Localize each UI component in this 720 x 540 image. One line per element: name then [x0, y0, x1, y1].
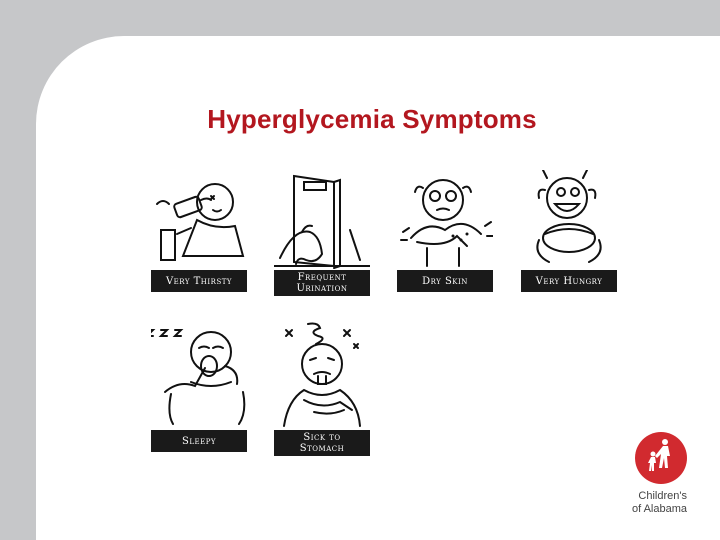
- symptom-card-sleepy: [151, 322, 247, 447]
- symptom-label: Very Thirsty: [151, 270, 247, 292]
- symptom-card-frequent-urination: [274, 170, 370, 294]
- bathroom-door-icon: [274, 170, 370, 270]
- symptom-label: Very Hungry: [521, 270, 617, 292]
- symptom-card-very-thirsty: [151, 170, 247, 287]
- drinking-person-icon: [151, 170, 247, 270]
- symptom-label: Sleepy: [151, 430, 247, 452]
- eating-person-icon: [521, 170, 617, 270]
- nauseous-person-icon: [274, 322, 370, 428]
- symptom-card-dry-skin: [397, 170, 493, 287]
- logo-text: Children's of Alabama: [631, 490, 687, 515]
- scratching-person-icon: [397, 170, 493, 270]
- symptom-label: Frequent Urination: [274, 270, 370, 296]
- symptom-card-sick-to-stomach: [274, 322, 370, 454]
- childrens-logo-icon: [626, 428, 696, 488]
- slide-title: Hyperglycemia Symptoms: [207, 104, 537, 134]
- symptom-card-very-hungry: [521, 170, 617, 287]
- symptom-label: Sick to Stomach: [274, 430, 370, 456]
- yawning-person-icon: [151, 322, 247, 428]
- symptom-label: Dry Skin: [397, 270, 493, 292]
